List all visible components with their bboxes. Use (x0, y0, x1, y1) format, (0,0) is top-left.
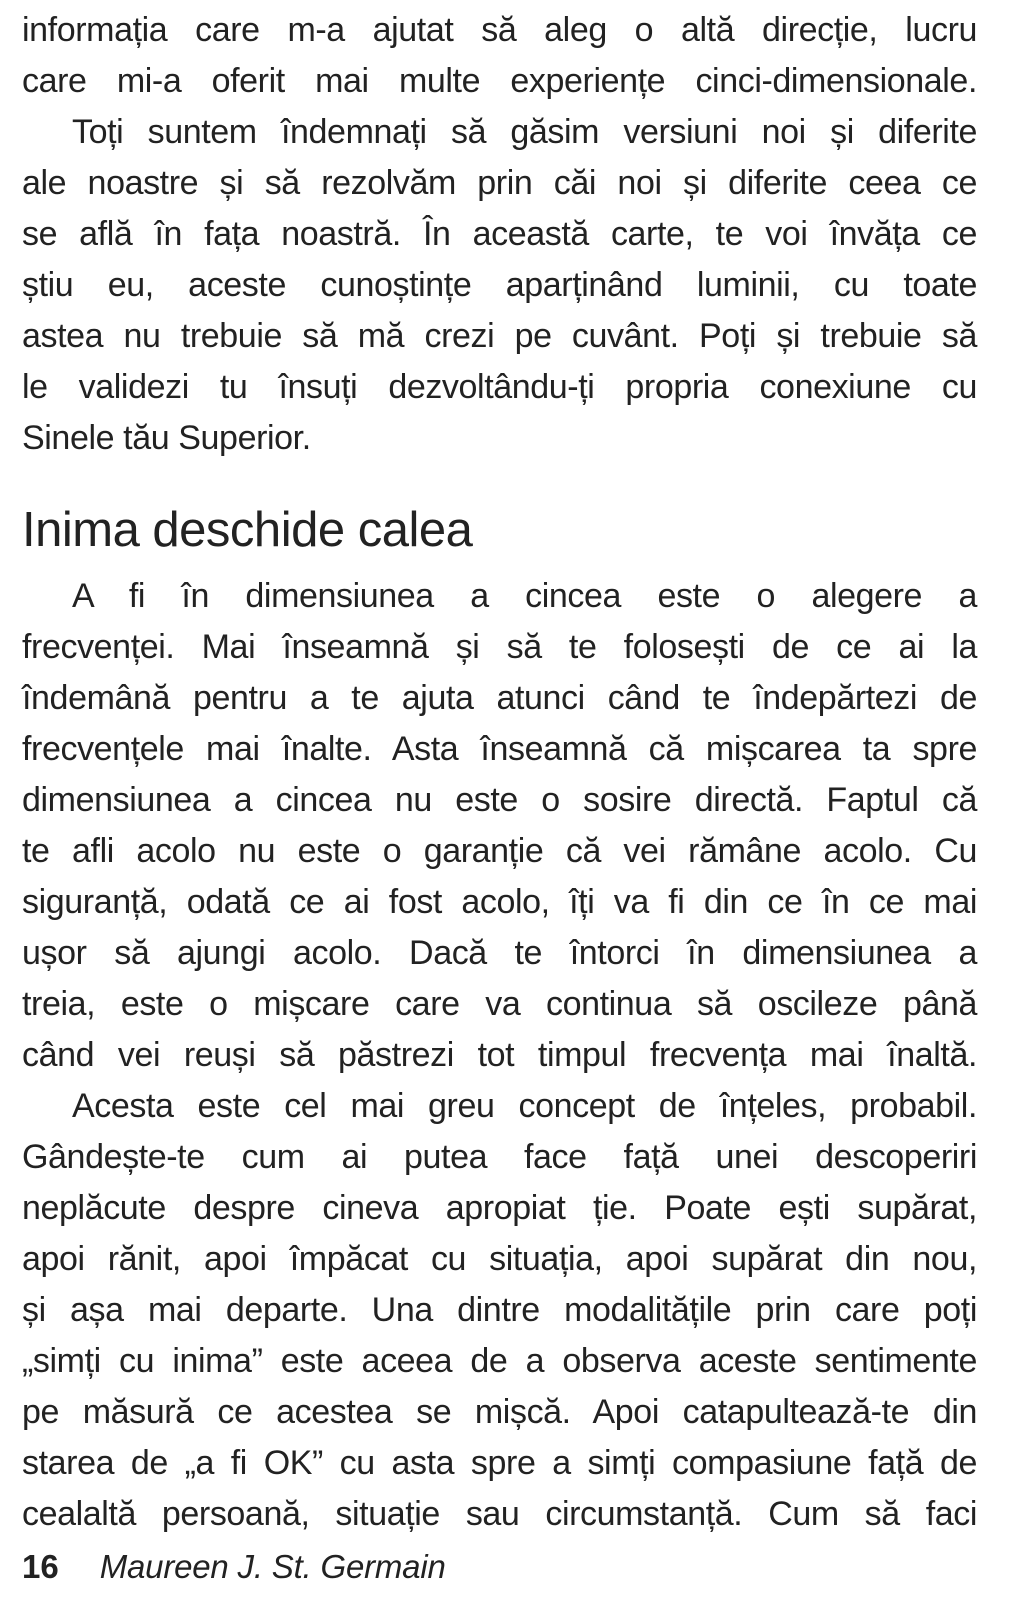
text-line: informația care m-a ajutat să aleg o altă direcție, lucru (22, 11, 977, 49)
text-line: ale noastre și să rezolvăm prin căi noi și diferite ceea ce (22, 164, 977, 202)
text-line: cealaltă persoană, situație sau circumstanță. Cum să faci (22, 1495, 977, 1533)
running-header-author: Maureen J. St. Germain (99, 1548, 446, 1585)
text-line: îndemână pentru a te ajuta atunci când te îndepărtezi de (22, 679, 977, 717)
text-line: pe măsură ce acestea se mișcă. Apoi catapultează-te din (22, 1393, 977, 1431)
text-line: neplăcute despre cineva apropiat ție. Poate ești supărat, (22, 1189, 977, 1227)
text-line: care mi-a oferit mai multe experiențe cinci-dimensionale. (22, 62, 977, 100)
text-line: Toți suntem îndemnați să găsim versiuni noi și diferite (72, 113, 977, 151)
text-line: când vei reuși să păstrezi tot timpul frecvența mai înaltă. (22, 1036, 977, 1074)
text-line: Sinele tău Superior. (22, 419, 311, 457)
paragraph-4 (22, 1081, 977, 1540)
text-line: astea nu trebuie să mă crezi pe cuvânt. Poți și trebuie să (22, 317, 977, 355)
body-text (22, 0, 977, 1540)
paragraph-3 (22, 571, 977, 1081)
section-heading: Inima deschide calea (22, 503, 473, 557)
text-line: „simți cu inima” este aceea de a observa aceste sentimente (22, 1342, 977, 1380)
text-line: frecvenței. Mai înseamnă și să te folosești de ce ai la (22, 628, 977, 666)
text-line: treia, este o mișcare care va continua să oscileze până (22, 985, 977, 1023)
text-line: starea de „a fi OK” cu asta spre a simți compasiune față de (22, 1444, 977, 1482)
text-line: ușor să ajungi acolo. Dacă te întorci în dimensiunea a (22, 934, 977, 972)
text-line: dimensiunea a cincea nu este o sosire directă. Faptul că (22, 781, 977, 819)
text-line: știu eu, aceste cunoștințe aparținând luminii, cu toate (22, 266, 977, 304)
text-line: Acesta este cel mai greu concept de înțeles, probabil. (72, 1087, 977, 1125)
text-line: și așa mai departe. Una dintre modalitățile prin care poți (22, 1291, 977, 1329)
text-line: te afli acolo nu este o garanție că vei rămâne acolo. Cu (22, 832, 977, 870)
text-line: Gândește-te cum ai putea face față unei descoperiri (22, 1138, 977, 1176)
text-line: se află în fața noastră. În această carte, te voi învăța ce (22, 215, 977, 253)
page-number: 16 (22, 1548, 59, 1585)
text-line: A fi în dimensiunea a cincea este o alegere a (72, 577, 977, 615)
paragraph-2 (22, 107, 977, 464)
text-line: le validezi tu însuți dezvoltându-ți propria conexiune cu (22, 368, 977, 406)
page-footer (22, 1545, 446, 1589)
text-line: frecvențele mai înalte. Asta înseamnă că mișcarea ta spre (22, 730, 977, 768)
text-line: siguranță, odată ce ai fost acolo, îți va fi din ce în ce mai (22, 883, 977, 921)
text-line: apoi rănit, apoi împăcat cu situația, apoi supărat din nou, (22, 1240, 977, 1278)
paragraph-continuation (22, 5, 977, 107)
